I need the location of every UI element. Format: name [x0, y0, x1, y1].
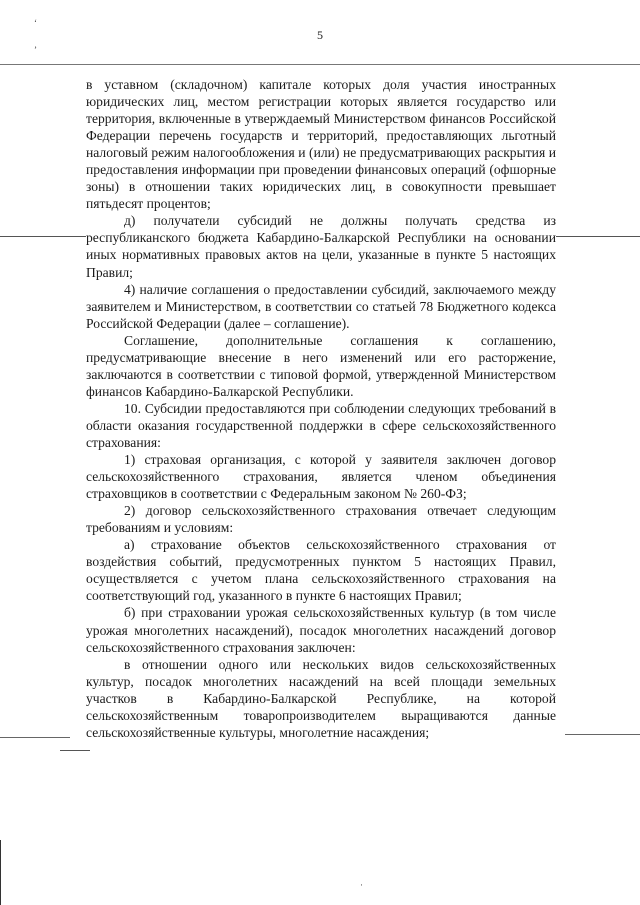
document-body — [86, 76, 556, 741]
paragraph: в отношении одного или нескольких видов сельскохозяйственных культур, посадок многолетних насаждений на всей площади земельных участков в Кабардино-Балкарской Республике, на которой сельскохозяйственным товаропроизводителем выращиваются данные сельскохозяйственные культуры, многолетние насаждения; — [86, 656, 556, 740]
paragraph: 10. Субсидии предоставляются при соблюдении следующих требований в области оказания государственной поддержки в сфере сельскохозяйственного страхования: — [86, 400, 556, 450]
scan-mark: ’ — [34, 45, 37, 55]
scan-line — [0, 737, 70, 738]
paragraph: а) страхование объектов сельскохозяйственного страхования от воздействия событий, предусмотренных пунктом 5 настоящих Правил, осуществляется с учетом плана сельскохозяйственного страхования на соответствующий год, указанного в пункте 6 настоящих Правил; — [86, 537, 556, 604]
paragraph: 2) договор сельскохозяйственного страхования отвечает следующим требованиям и условиям: — [86, 503, 556, 536]
scan-line — [0, 236, 86, 237]
scan-edge — [0, 840, 1, 905]
scan-line — [556, 236, 640, 237]
paragraph: д) получатели субсидий не должны получать средства из республиканского бюджета Кабардино-Балкарской Республики на основании иных нормативных правовых актов на цели, указанные в пункте 5 настоящих Правил; — [86, 213, 556, 280]
scan-line — [565, 734, 640, 735]
paragraph: Соглашение, дополнительные соглашения к соглашению, предусматривающие внесение в него изменений или его расторжение, заключаются в соответствии с типовой формой, утвержденной Министерством финансов Кабардино-Балкарской Республики. — [86, 332, 556, 399]
paragraph: 4) наличие соглашения о предоставлении субсидий, заключаемого между заявителем и Министерством, в соответствии со статьей 78 Бюджетного кодекса Российской Федерации (далее – соглашение). — [86, 281, 556, 331]
page-number: 5 — [317, 28, 323, 42]
paragraph: 1) страховая организация, с которой у заявителя заключен договор сельскохозяйственного страхования, является членом объединения страховщиков в соответствии с Федеральным законом № 260-ФЗ; — [86, 452, 556, 502]
scan-mark: ‘ — [34, 18, 37, 28]
paragraph: б) при страховании урожая сельскохозяйственных культур (в том числе урожая многолетних насаждений), посадок многолетних насаждений договор сельскохозяйственного страхования заключен: — [86, 605, 556, 655]
paragraph: в уставном (складочном) капитале которых доля участия иностранных юридических лиц, местом регистрации которых является государство или территория, включенные в утверждаемый Министерством финансов Российской Федерации перечень государств и территорий, предоставляющих льготный налоговый режим налогообложения и (или) не предусматривающих раскрытия и предоставления информации при проведении финансовых операций (офшорные зоны) в отношении таких юридических лиц, в совокупности превышает пятьдесят процентов; — [86, 77, 556, 212]
scan-mark: · — [360, 880, 363, 890]
scan-line — [60, 750, 90, 751]
scan-line — [0, 64, 640, 65]
